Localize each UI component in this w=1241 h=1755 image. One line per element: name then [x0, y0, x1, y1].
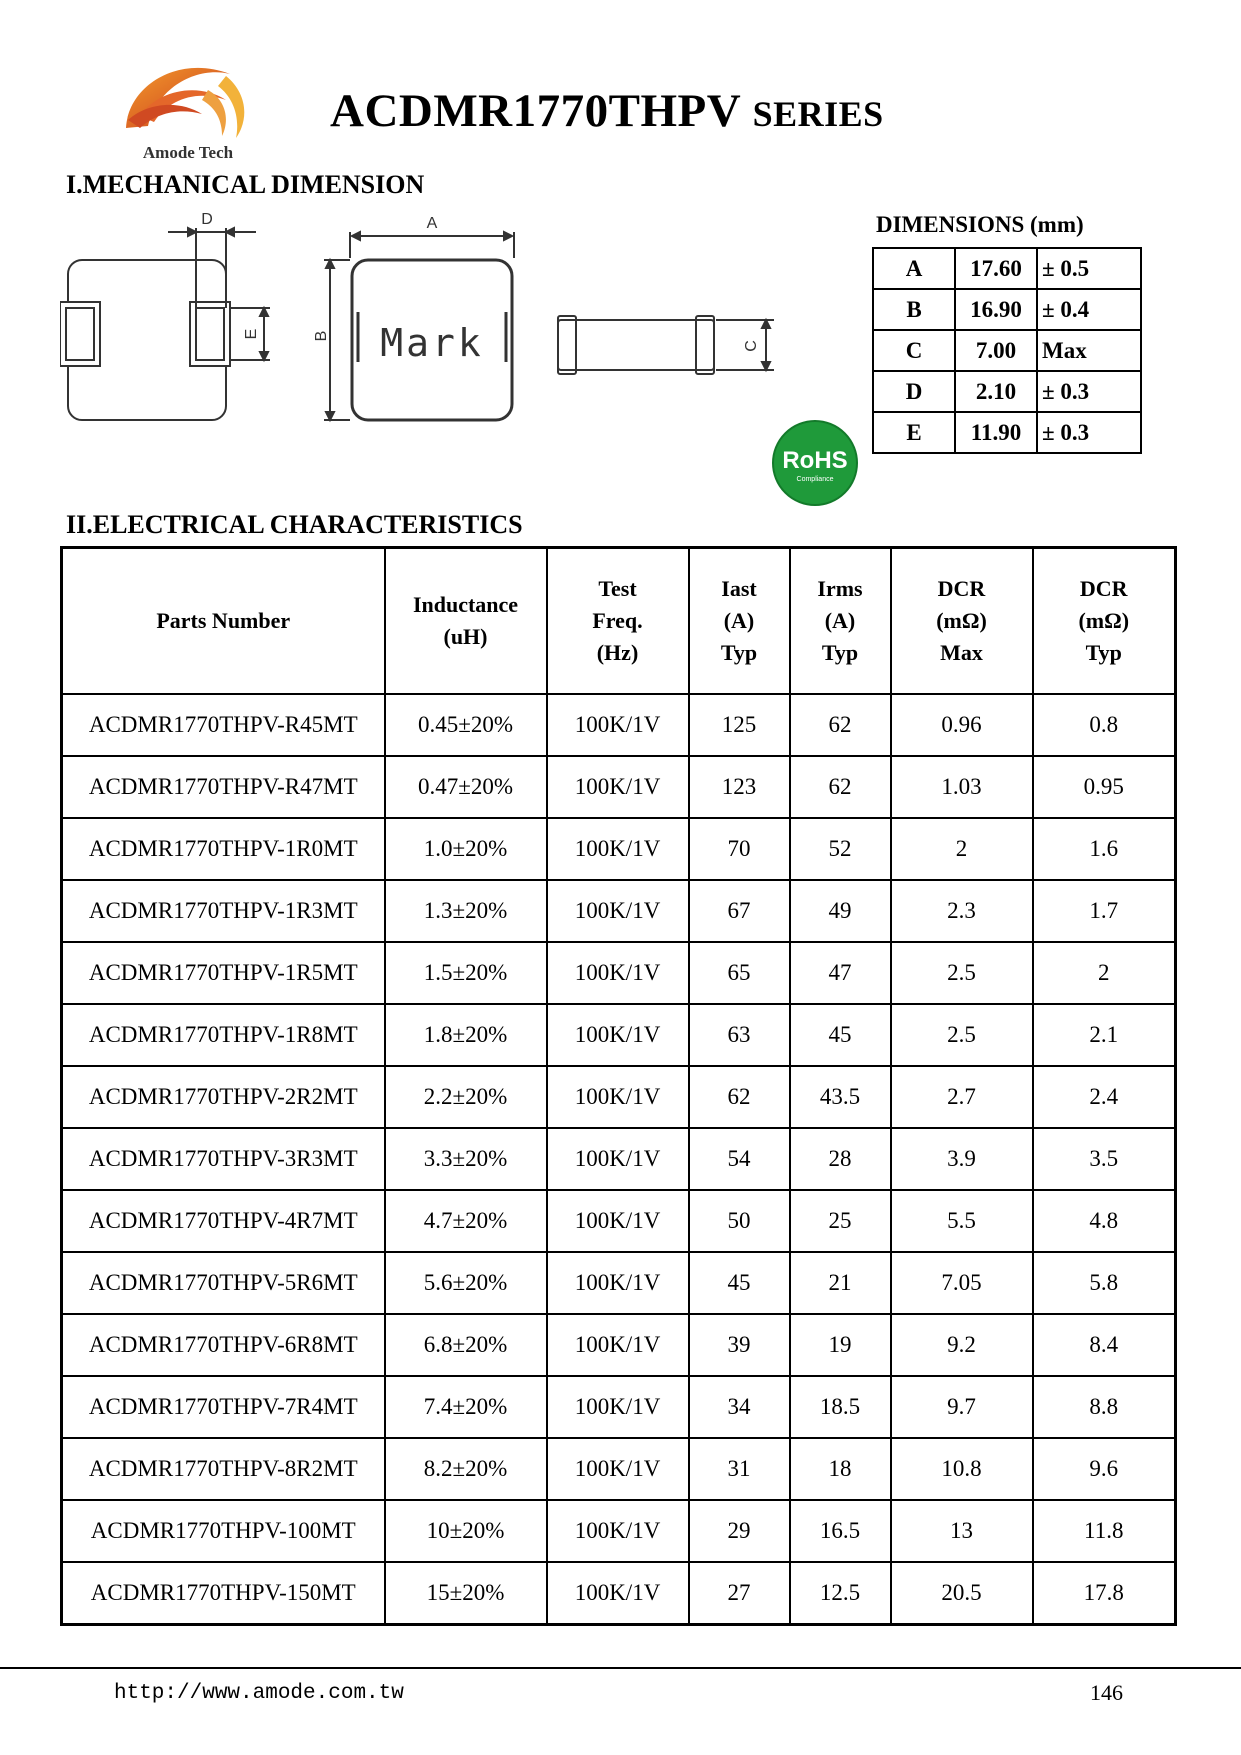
- table-cell: 10±20%: [385, 1500, 547, 1562]
- table-cell: 2.7: [891, 1066, 1033, 1128]
- table-cell: 54: [689, 1128, 790, 1190]
- table-cell: ACDMR1770THPV-7R4MT: [62, 1376, 385, 1438]
- table-cell: 4.8: [1033, 1190, 1176, 1252]
- table-cell: ACDMR1770THPV-R47MT: [62, 756, 385, 818]
- table-cell: ACDMR1770THPV-3R3MT: [62, 1128, 385, 1190]
- table-cell: ACDMR1770THPV-100MT: [62, 1500, 385, 1562]
- dimensions-title: DIMENSIONS (mm): [876, 212, 1084, 237]
- rohs-text: RoHS: [782, 447, 848, 474]
- table-cell: 7.05: [891, 1252, 1033, 1314]
- column-header-line: Parts Number: [156, 608, 291, 633]
- table-cell: 0.95: [1033, 756, 1176, 818]
- dimension-tolerance: ± 0.5: [1037, 248, 1141, 289]
- table-cell: 47: [790, 942, 891, 1004]
- table-cell: 12.5: [790, 1562, 891, 1625]
- page-number: 146: [1090, 1680, 1123, 1705]
- table-cell: 0.45±20%: [385, 694, 547, 756]
- column-header-line: Typ: [720, 640, 758, 665]
- dimension-tolerance: ± 0.4: [1037, 289, 1141, 330]
- table-cell: 125: [689, 694, 790, 756]
- table-cell: 100K/1V: [547, 1376, 689, 1438]
- rohs-icon: [772, 418, 858, 508]
- column-header: [547, 548, 689, 695]
- table-cell: 0.96: [891, 694, 1033, 756]
- table-cell: ACDMR1770THPV-1R0MT: [62, 818, 385, 880]
- table-cell: 9.6: [1033, 1438, 1176, 1500]
- label-d: D: [201, 212, 213, 228]
- table-cell: 18.5: [790, 1376, 891, 1438]
- column-header-line: Test: [598, 576, 637, 601]
- column-header-line: (A): [723, 608, 755, 633]
- column-header-line: Typ: [1085, 640, 1122, 665]
- table-cell: ACDMR1770THPV-6R8MT: [62, 1314, 385, 1376]
- table-cell: 1.5±20%: [385, 942, 547, 1004]
- label-e: E: [243, 328, 260, 340]
- table-cell: 1.6: [1033, 818, 1176, 880]
- table-cell: 6.8±20%: [385, 1314, 547, 1376]
- table-cell: 100K/1V: [547, 1500, 689, 1562]
- column-header: [689, 548, 790, 695]
- table-row: [62, 1066, 1176, 1128]
- table-cell: 45: [790, 1004, 891, 1066]
- table-cell: 11.8: [1033, 1500, 1176, 1562]
- footer-url[interactable]: http://www.amode.com.tw: [114, 1682, 404, 1705]
- table-cell: 3.5: [1033, 1128, 1176, 1190]
- dimension-tolerance: ± 0.3: [1037, 412, 1141, 453]
- table-cell: 2.4: [1033, 1066, 1176, 1128]
- company-logo: [118, 56, 258, 164]
- column-header: [62, 548, 385, 695]
- column-header-line: (mΩ): [1078, 608, 1130, 633]
- table-cell: 1.0±20%: [385, 818, 547, 880]
- table-cell: 100K/1V: [547, 694, 689, 756]
- table-row: [62, 818, 1176, 880]
- section-heading-electrical: II.ELECTRICAL CHARACTERISTICS: [66, 510, 523, 539]
- table-cell: 2.3: [891, 880, 1033, 942]
- table-cell: 100K/1V: [547, 1562, 689, 1625]
- table-cell: 49: [790, 880, 891, 942]
- table-cell: 8.4: [1033, 1314, 1176, 1376]
- table-cell: 34: [689, 1376, 790, 1438]
- table-cell: 100K/1V: [547, 942, 689, 1004]
- table-cell: 28: [790, 1128, 891, 1190]
- table-cell: 100K/1V: [547, 880, 689, 942]
- column-header-line: Inductance: [412, 592, 519, 617]
- dimension-drawing: [60, 212, 790, 432]
- table-cell: 50: [689, 1190, 790, 1252]
- table-cell: 1.03: [891, 756, 1033, 818]
- table-cell: 13: [891, 1500, 1033, 1562]
- mark-text: Mark: [380, 321, 484, 365]
- table-cell: 100K/1V: [547, 1004, 689, 1066]
- table-cell: 4.7±20%: [385, 1190, 547, 1252]
- column-header-line: (mΩ): [936, 608, 987, 633]
- mechanical-drawings: [60, 212, 790, 432]
- footer-divider: [0, 1667, 1241, 1669]
- table-cell: 100K/1V: [547, 1128, 689, 1190]
- electrical-table: [60, 546, 1177, 1626]
- dimension-key: D: [873, 371, 955, 412]
- label-b: B: [313, 330, 330, 342]
- table-cell: ACDMR1770THPV-1R8MT: [62, 1004, 385, 1066]
- table-cell: 10.8: [891, 1438, 1033, 1500]
- column-header-line: Max: [940, 640, 983, 665]
- label-a: A: [426, 215, 438, 232]
- column-header-line: Typ: [821, 640, 859, 665]
- table-row: [62, 694, 1176, 756]
- table-cell: 0.8: [1033, 694, 1176, 756]
- table-row: [62, 942, 1176, 1004]
- table-cell: 123: [689, 756, 790, 818]
- page-title: [330, 84, 884, 138]
- table-cell: ACDMR1770THPV-2R2MT: [62, 1066, 385, 1128]
- table-row: [62, 880, 1176, 942]
- table-cell: 45: [689, 1252, 790, 1314]
- table-cell: 100K/1V: [547, 1066, 689, 1128]
- dimension-tolerance: ± 0.3: [1037, 371, 1141, 412]
- dimension-value: 16.90: [955, 289, 1037, 330]
- section-heading-mechanical: I.MECHANICAL DIMENSION: [66, 170, 425, 199]
- dimension-value: 2.10: [955, 371, 1037, 412]
- table-cell: ACDMR1770THPV-8R2MT: [62, 1438, 385, 1500]
- rohs-badge: [772, 418, 858, 508]
- table-cell: 1.7: [1033, 880, 1176, 942]
- table-cell: 0.47±20%: [385, 756, 547, 818]
- logo-company-name: Amode Tech: [142, 143, 234, 162]
- table-cell: 27: [689, 1562, 790, 1625]
- table-row: [62, 1376, 1176, 1438]
- table-cell: 100K/1V: [547, 1314, 689, 1376]
- table-cell: 2: [1033, 942, 1176, 1004]
- dimension-key: A: [873, 248, 955, 289]
- table-cell: 2.1: [1033, 1004, 1176, 1066]
- table-cell: 5.6±20%: [385, 1252, 547, 1314]
- table-cell: 15±20%: [385, 1562, 547, 1625]
- dimension-value: 7.00: [955, 330, 1037, 371]
- dimension-key: C: [873, 330, 955, 371]
- logo-graphic: [118, 56, 258, 164]
- table-cell: 2.5: [891, 1004, 1033, 1066]
- table-row: [62, 1500, 1176, 1562]
- title-suffix: SERIES: [752, 94, 884, 134]
- table-cell: 100K/1V: [547, 1252, 689, 1314]
- table-cell: 5.5: [891, 1190, 1033, 1252]
- table-row: [62, 1562, 1176, 1625]
- dimension-value: 17.60: [955, 248, 1037, 289]
- table-cell: 17.8: [1033, 1562, 1176, 1625]
- table-cell: 1.8±20%: [385, 1004, 547, 1066]
- dimension-row: [873, 248, 1141, 289]
- table-cell: 9.2: [891, 1314, 1033, 1376]
- column-header-line: (uH): [443, 624, 488, 649]
- dimension-key: E: [873, 412, 955, 453]
- table-cell: 18: [790, 1438, 891, 1500]
- rohs-subtext: Compliance: [796, 476, 834, 483]
- table-cell: ACDMR1770THPV-4R7MT: [62, 1190, 385, 1252]
- table-cell: 16.5: [790, 1500, 891, 1562]
- table-cell: ACDMR1770THPV-5R6MT: [62, 1252, 385, 1314]
- dimension-row: [873, 371, 1141, 412]
- dimension-key: B: [873, 289, 955, 330]
- column-header: [1033, 548, 1176, 695]
- table-row: [62, 1128, 1176, 1190]
- column-header-line: DCR: [1079, 576, 1128, 601]
- table-row: [62, 756, 1176, 818]
- column-header: [790, 548, 891, 695]
- dimension-row: [873, 330, 1141, 371]
- column-header: [891, 548, 1033, 695]
- table-cell: 9.7: [891, 1376, 1033, 1438]
- table-cell: 1.3±20%: [385, 880, 547, 942]
- table-row: [62, 1252, 1176, 1314]
- table-cell: ACDMR1770THPV-150MT: [62, 1562, 385, 1625]
- table-cell: 21: [790, 1252, 891, 1314]
- column-header-line: Freq.: [592, 608, 643, 633]
- dimension-tolerance: Max: [1037, 330, 1141, 371]
- table-cell: 62: [689, 1066, 790, 1128]
- table-cell: 2: [891, 818, 1033, 880]
- table-cell: 31: [689, 1438, 790, 1500]
- table-row: [62, 1004, 1176, 1066]
- column-header: [385, 548, 547, 695]
- table-cell: 2.5: [891, 942, 1033, 1004]
- label-c: C: [743, 340, 760, 352]
- column-header-line: (Hz): [596, 640, 639, 665]
- side-view-outline: [558, 316, 774, 374]
- table-cell: 8.8: [1033, 1376, 1176, 1438]
- dimension-value: 11.90: [955, 412, 1037, 453]
- table-cell: 19: [790, 1314, 891, 1376]
- table-cell: 43.5: [790, 1066, 891, 1128]
- column-header-line: Irms: [817, 576, 863, 601]
- table-cell: ACDMR1770THPV-R45MT: [62, 694, 385, 756]
- table-cell: 2.2±20%: [385, 1066, 547, 1128]
- table-cell: 70: [689, 818, 790, 880]
- table-header-row: [62, 548, 1176, 695]
- table-cell: 3.3±20%: [385, 1128, 547, 1190]
- column-header-line: Iast: [721, 576, 757, 601]
- table-cell: 29: [689, 1500, 790, 1562]
- table-cell: 25: [790, 1190, 891, 1252]
- title-main: ACDMR1770THPV: [330, 85, 741, 137]
- table-cell: 100K/1V: [547, 1438, 689, 1500]
- table-row: [62, 1314, 1176, 1376]
- column-header-line: (A): [824, 608, 856, 633]
- table-cell: 8.2±20%: [385, 1438, 547, 1500]
- dimension-row: [873, 412, 1141, 453]
- table-cell: 63: [689, 1004, 790, 1066]
- table-cell: 67: [689, 880, 790, 942]
- table-cell: 100K/1V: [547, 756, 689, 818]
- table-row: [62, 1438, 1176, 1500]
- dimensions-table: [872, 247, 1142, 454]
- table-cell: 39: [689, 1314, 790, 1376]
- table-cell: 65: [689, 942, 790, 1004]
- column-header-line: DCR: [937, 576, 986, 601]
- table-cell: ACDMR1770THPV-1R3MT: [62, 880, 385, 942]
- dimension-row: [873, 289, 1141, 330]
- table-cell: 62: [790, 756, 891, 818]
- table-cell: 52: [790, 818, 891, 880]
- table-cell: 5.8: [1033, 1252, 1176, 1314]
- table-cell: 20.5: [891, 1562, 1033, 1625]
- table-cell: 100K/1V: [547, 1190, 689, 1252]
- bottom-view-outline: [60, 228, 270, 420]
- table-cell: 7.4±20%: [385, 1376, 547, 1438]
- table-cell: 3.9: [891, 1128, 1033, 1190]
- table-cell: ACDMR1770THPV-1R5MT: [62, 942, 385, 1004]
- table-cell: 100K/1V: [547, 818, 689, 880]
- table-row: [62, 1190, 1176, 1252]
- table-cell: 62: [790, 694, 891, 756]
